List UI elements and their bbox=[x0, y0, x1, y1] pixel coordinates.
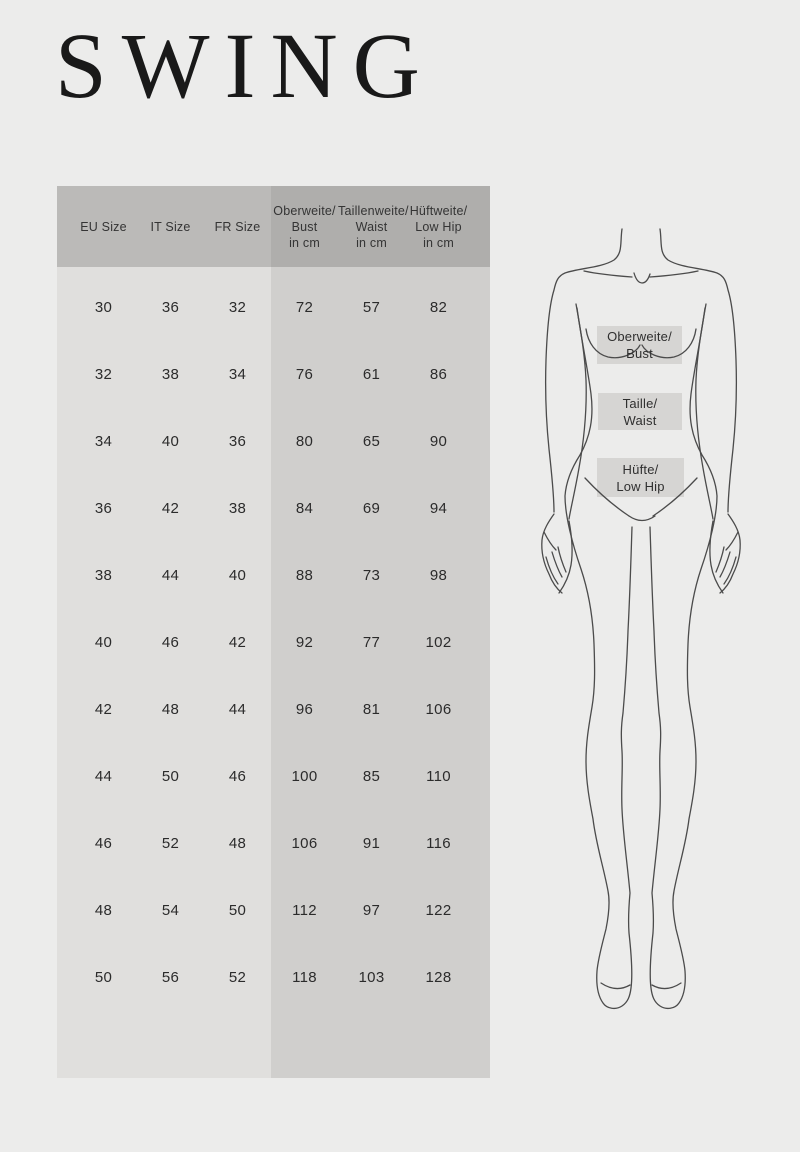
table-row bbox=[57, 274, 490, 341]
table-cell: 77 bbox=[362, 634, 381, 651]
bust-label-line2: Bust bbox=[626, 346, 653, 361]
table-cell: 72 bbox=[295, 299, 314, 316]
table-cell: 122 bbox=[425, 902, 452, 919]
table-cell: 38 bbox=[94, 567, 113, 584]
table-cell: 34 bbox=[228, 366, 247, 383]
table-cell: 65 bbox=[362, 433, 381, 450]
table-cell: 106 bbox=[291, 835, 318, 852]
table-cell: 36 bbox=[161, 299, 180, 316]
table-cell: 50 bbox=[228, 902, 247, 919]
table-cell: 46 bbox=[161, 634, 180, 651]
table-body bbox=[57, 267, 490, 1078]
table-cell: 34 bbox=[94, 433, 113, 450]
table-cell: 94 bbox=[429, 500, 448, 517]
table-row bbox=[57, 609, 490, 676]
table-cell: 73 bbox=[362, 567, 381, 584]
hip-label-line2: Low Hip bbox=[616, 478, 665, 494]
table-cell: 90 bbox=[429, 433, 448, 450]
table-cell: 52 bbox=[161, 835, 180, 852]
table-cell: 57 bbox=[362, 299, 381, 316]
table-cell: 103 bbox=[358, 969, 385, 986]
table-cell: 54 bbox=[161, 902, 180, 919]
table-cell: 46 bbox=[228, 768, 247, 785]
table-cell: 76 bbox=[295, 366, 314, 383]
table-cell: 50 bbox=[94, 969, 113, 986]
table-cell: 42 bbox=[228, 634, 247, 651]
table-cell: 106 bbox=[425, 701, 452, 718]
table-cell: 48 bbox=[228, 835, 247, 852]
table-cell: 96 bbox=[295, 701, 314, 718]
brand-logo: SWING bbox=[55, 15, 435, 118]
size-table bbox=[57, 186, 490, 1078]
table-cell: 112 bbox=[292, 902, 317, 919]
table-cell: 46 bbox=[94, 835, 113, 852]
table-row bbox=[57, 408, 490, 475]
waist-label-line1: Taille/ bbox=[622, 395, 658, 411]
table-row bbox=[57, 877, 490, 944]
table-cell: 48 bbox=[94, 902, 113, 919]
table-cell: 48 bbox=[161, 701, 180, 718]
figure-illustration bbox=[525, 222, 775, 1012]
table-cell: 69 bbox=[362, 500, 381, 517]
table-cell: 30 bbox=[94, 299, 113, 316]
table-row bbox=[57, 743, 490, 810]
table-cell: 92 bbox=[295, 634, 314, 651]
table-cell: 32 bbox=[94, 366, 113, 383]
female-figure-outline-svg bbox=[525, 222, 775, 1012]
table-cell: 40 bbox=[161, 433, 180, 450]
table-cell: 80 bbox=[295, 433, 314, 450]
table-cell: 85 bbox=[362, 768, 381, 785]
table-cell: 52 bbox=[228, 969, 247, 986]
table-cell: 118 bbox=[292, 969, 317, 986]
table-row bbox=[57, 810, 490, 877]
table-cell: 82 bbox=[429, 299, 448, 316]
bust-label-line1: Oberweite/ bbox=[607, 329, 672, 344]
table-cell: 91 bbox=[362, 835, 381, 852]
table-cell: 110 bbox=[426, 768, 451, 785]
table-cell: 56 bbox=[161, 969, 180, 986]
table-cell: 98 bbox=[429, 567, 448, 584]
header-cell: EU Size bbox=[80, 219, 127, 234]
table-cell: 84 bbox=[295, 500, 314, 517]
table-cell: 61 bbox=[362, 366, 381, 383]
table-cell: 38 bbox=[161, 366, 180, 383]
table-cell: 86 bbox=[429, 366, 448, 383]
table-cell: 42 bbox=[94, 701, 113, 718]
header-cell: FR Size bbox=[214, 219, 261, 234]
table-cell: 40 bbox=[94, 634, 113, 651]
table-row bbox=[57, 475, 490, 542]
table-row bbox=[57, 341, 490, 408]
table-cell: 97 bbox=[362, 902, 381, 919]
table-header bbox=[57, 186, 490, 267]
table-row bbox=[57, 542, 490, 609]
header-cell: IT Size bbox=[150, 219, 191, 234]
table-cell: 44 bbox=[94, 768, 113, 785]
table-cell: 116 bbox=[426, 835, 451, 852]
table-cell: 100 bbox=[291, 768, 318, 785]
table-cell: 44 bbox=[228, 701, 247, 718]
table-row bbox=[57, 944, 490, 1011]
table-cell: 32 bbox=[228, 299, 247, 316]
hip-label-line1: Hüfte/ bbox=[622, 461, 659, 477]
table-cell: 36 bbox=[228, 433, 247, 450]
table-cell: 88 bbox=[295, 567, 314, 584]
table-cell: 128 bbox=[425, 969, 452, 986]
table-cell: 38 bbox=[228, 500, 247, 517]
table-cell: 50 bbox=[161, 768, 180, 785]
table-cell: 42 bbox=[161, 500, 180, 517]
table-cell: 102 bbox=[425, 634, 452, 651]
table-row bbox=[57, 676, 490, 743]
header-cell: Oberweite/ Bust in cm bbox=[273, 203, 336, 250]
table-cell: 81 bbox=[362, 701, 381, 718]
waist-label-line2: Waist bbox=[623, 412, 657, 428]
header-cell: Taillenweite/ Waist in cm bbox=[338, 203, 409, 250]
table-cell: 44 bbox=[161, 567, 180, 584]
header-cell: Hüftweite/ Low Hip in cm bbox=[409, 203, 468, 250]
table-cell: 36 bbox=[94, 500, 113, 517]
table-cell: 40 bbox=[228, 567, 247, 584]
